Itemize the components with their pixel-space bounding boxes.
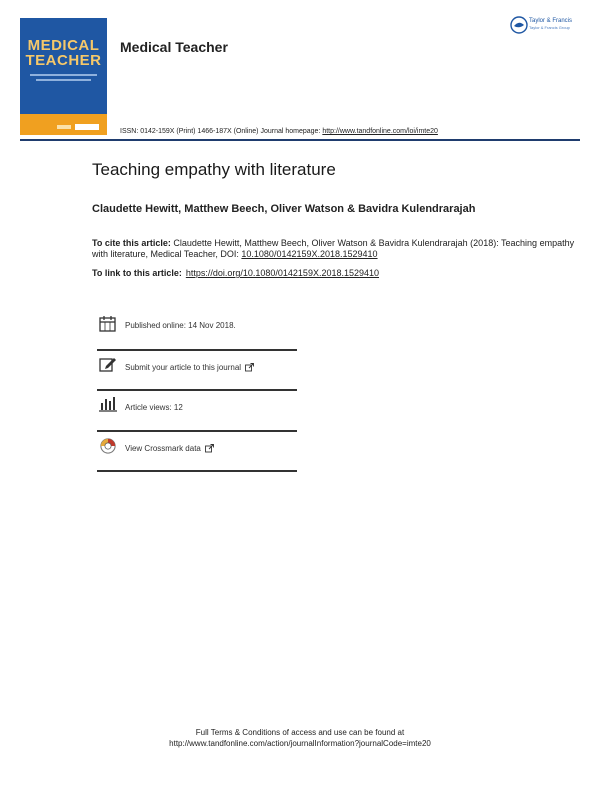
row-divider: [97, 430, 297, 432]
journal-cover-image: [20, 18, 107, 135]
crossmark-icon: [99, 438, 117, 454]
footer-terms-text: Full Terms & Conditions of access and use can be found at: [195, 728, 405, 737]
edit-icon: [99, 356, 117, 372]
external-link-icon: [205, 444, 214, 453]
publisher-logo-text: Taylor & Francis Taylor & Francis Group: [529, 18, 573, 30]
row-divider: [97, 389, 297, 391]
cover-title-line1: MEDICAL: [27, 37, 100, 54]
article-views: Article views: 12: [125, 403, 183, 412]
crossmark-link[interactable]: View Crossmark data: [125, 444, 214, 453]
calendar-icon: [99, 316, 117, 332]
footer: [0, 727, 600, 749]
article-link-block: [92, 268, 379, 278]
submit-article-link[interactable]: Submit your article to this journal: [125, 363, 254, 372]
link-label: To link to this article:: [92, 268, 182, 278]
citation-text: Claudette Hewitt, Matthew Beech, Oliver Watson & Bavidra Kulendrarajah (2018): Teaching empathy with literature, Medical Teacher, DOI:: [92, 238, 575, 259]
bar-chart-icon: [99, 396, 117, 412]
footer-terms-url[interactable]: http://www.tandfonline.com/action/journalInformation?journalCode=imte20: [169, 739, 431, 748]
row-divider: [97, 470, 297, 472]
issn-line: ISSN: 0142-159X (Print) 1466-187X (Online) Journal homepage: http://www.tandfonline.com/loi/imte20: [120, 128, 438, 135]
article-doi-url[interactable]: https://doi.org/10.1080/0142159X.2018.1529410: [185, 268, 380, 278]
header-divider: [20, 139, 580, 141]
row-divider: [97, 349, 297, 351]
article-title: Teaching empathy with literature: [92, 160, 336, 179]
journal-name: Medical Teacher: [120, 39, 228, 55]
article-authors: Claudette Hewitt, Matthew Beech, Oliver Watson & Bavidra Kulendrarajah: [92, 203, 476, 215]
cover-title-line2: TEACHER: [25, 52, 102, 69]
published-date: Published online: 14 Nov 2018.: [125, 321, 236, 330]
citation-block: [92, 238, 592, 260]
journal-homepage-link[interactable]: http://www.tandfonline.com/loi/imte20: [322, 128, 438, 135]
citation-label: To cite this article:: [92, 238, 171, 248]
external-link-icon: [245, 363, 254, 372]
doi-link[interactable]: 10.1080/0142159X.2018.1529410: [241, 249, 378, 259]
publisher-logo-icon: [510, 16, 528, 34]
